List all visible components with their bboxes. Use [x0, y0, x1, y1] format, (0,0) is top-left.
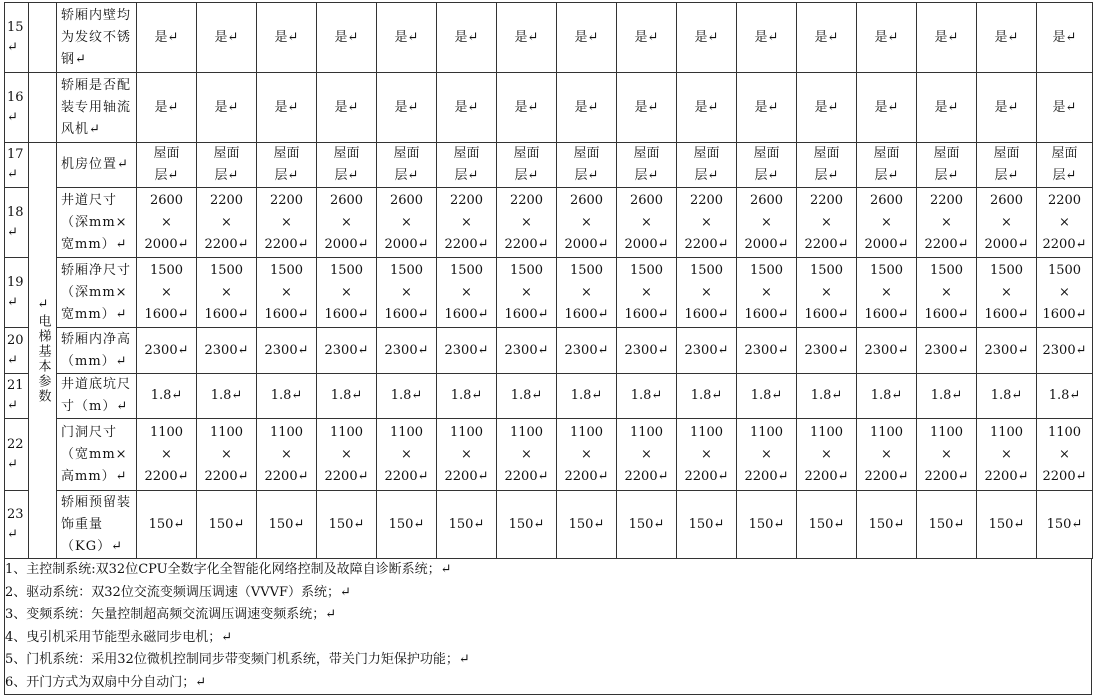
- value-cell: 屋面 层↵: [797, 143, 857, 188]
- value-cell: 150↵: [917, 491, 977, 559]
- value-cell: 屋面 层↵: [197, 143, 257, 188]
- value-cell: 2300↵: [677, 328, 737, 374]
- value-cell: 屋面 层↵: [497, 143, 557, 188]
- note-line: 2、驱动系统：双32位交流变频调压调速（VVVF）系统；↵: [5, 584, 351, 600]
- value-cell: 2200 × 2200↵: [197, 188, 257, 258]
- row-number: 18↵: [5, 188, 29, 258]
- value-cell: 2300↵: [377, 328, 437, 374]
- value-cell: 1100 × 2200↵: [1037, 419, 1093, 491]
- note-line: 1、主控制系统:双32位CPU全数字化全智能化网络控制及故障自诊断系统；↵: [5, 562, 452, 577]
- value-cell: 是↵: [1037, 73, 1093, 143]
- table-row: [5, 188, 1093, 258]
- value-cell: 150↵: [977, 491, 1037, 559]
- table-row: [5, 3, 1093, 73]
- value-cell: 2200 × 2200↵: [917, 188, 977, 258]
- value-cell: 2300↵: [137, 328, 197, 374]
- value-cell: 2600 × 2000↵: [377, 188, 437, 258]
- row-number: 15↵: [5, 3, 29, 73]
- value-cell: 1.8↵: [857, 374, 917, 419]
- value-cell: 1500 × 1600↵: [197, 258, 257, 328]
- value-cell: 1.8↵: [317, 374, 377, 419]
- value-cell: 1.8↵: [617, 374, 677, 419]
- value-cell: 是↵: [857, 73, 917, 143]
- value-cell: 屋面 层↵: [737, 143, 797, 188]
- value-cell: 是↵: [557, 73, 617, 143]
- value-cell: 1100 × 2200↵: [257, 419, 317, 491]
- value-cell: 2300↵: [977, 328, 1037, 374]
- value-cell: 1.8↵: [737, 374, 797, 419]
- value-cell: 是↵: [377, 73, 437, 143]
- value-cell: 是↵: [917, 3, 977, 73]
- value-cell: 2600 × 2000↵: [857, 188, 917, 258]
- value-cell: 是↵: [497, 3, 557, 73]
- parameter-label: 门洞尺寸（宽mm×高mm）↵: [57, 419, 137, 491]
- value-cell: 是↵: [497, 73, 557, 143]
- value-cell: 屋面 层↵: [557, 143, 617, 188]
- table-row: [5, 328, 1093, 374]
- value-cell: 1100 × 2200↵: [617, 419, 677, 491]
- value-cell: 1.8↵: [497, 374, 557, 419]
- value-cell: 是↵: [797, 3, 857, 73]
- parameter-label: 轿厢预留装饰重量（KG）↵: [57, 491, 137, 559]
- elevator-spec-table: [4, 2, 1093, 559]
- value-cell: 2300↵: [857, 328, 917, 374]
- value-cell: 是↵: [317, 73, 377, 143]
- value-cell: 1500 × 1600↵: [977, 258, 1037, 328]
- value-cell: 是↵: [617, 73, 677, 143]
- value-cell: 1500 × 1600↵: [737, 258, 797, 328]
- value-cell: 屋面 层↵: [1037, 143, 1093, 188]
- value-cell: 屋面 层↵: [977, 143, 1037, 188]
- value-cell: 是↵: [557, 3, 617, 73]
- value-cell: 150↵: [497, 491, 557, 559]
- value-cell: 屋面 层↵: [617, 143, 677, 188]
- value-cell: 1.8↵: [977, 374, 1037, 419]
- value-cell: 1.8↵: [137, 374, 197, 419]
- parameter-label: 井道尺寸（深mm×宽mm）↵: [57, 188, 137, 258]
- value-cell: 屋面 层↵: [437, 143, 497, 188]
- notes-cell: [5, 559, 1092, 695]
- value-cell: 屋面 层↵: [317, 143, 377, 188]
- value-cell: 2300↵: [497, 328, 557, 374]
- parameter-label: 轿厢是否配装专用轴流风机↵: [57, 73, 137, 143]
- value-cell: 是↵: [197, 3, 257, 73]
- value-cell: 150↵: [797, 491, 857, 559]
- value-cell: 1100 × 2200↵: [197, 419, 257, 491]
- value-cell: 1500 × 1600↵: [377, 258, 437, 328]
- value-cell: 1100 × 2200↵: [857, 419, 917, 491]
- value-cell: 1.8↵: [917, 374, 977, 419]
- value-cell: 1.8↵: [677, 374, 737, 419]
- value-cell: 屋面 层↵: [857, 143, 917, 188]
- value-cell: 2200 × 2200↵: [677, 188, 737, 258]
- parameter-label: 轿厢内净高（mm）↵: [57, 328, 137, 374]
- value-cell: 2600 × 2000↵: [617, 188, 677, 258]
- value-cell: 屋面 层↵: [677, 143, 737, 188]
- value-cell: 2600 × 2000↵: [737, 188, 797, 258]
- value-cell: 2600 × 2000↵: [977, 188, 1037, 258]
- note-line: 4、曳引机采用节能型永磁同步电机；↵: [5, 629, 233, 645]
- value-cell: 是↵: [317, 3, 377, 73]
- value-cell: 屋面 层↵: [917, 143, 977, 188]
- value-cell: 1100 × 2200↵: [317, 419, 377, 491]
- category-cell-empty: [29, 3, 57, 73]
- value-cell: 1.8↵: [257, 374, 317, 419]
- table-row: [5, 258, 1093, 328]
- value-cell: 1500 × 1600↵: [917, 258, 977, 328]
- value-cell: 1100 × 2200↵: [557, 419, 617, 491]
- value-cell: 150↵: [257, 491, 317, 559]
- row-number: 21↵: [5, 374, 29, 419]
- value-cell: 1100 × 2200↵: [677, 419, 737, 491]
- category-cell-empty: [29, 73, 57, 143]
- value-cell: 1100 × 2200↵: [977, 419, 1037, 491]
- value-cell: 150↵: [557, 491, 617, 559]
- value-cell: 2300↵: [317, 328, 377, 374]
- value-cell: 2300↵: [197, 328, 257, 374]
- value-cell: 是↵: [797, 73, 857, 143]
- section-label: ↵电梯基本参数: [29, 143, 57, 559]
- value-cell: 2600 × 2000↵: [137, 188, 197, 258]
- parameter-label: 机房位置↵: [57, 143, 137, 188]
- value-cell: 150↵: [1037, 491, 1093, 559]
- value-cell: 1500 × 1600↵: [557, 258, 617, 328]
- value-cell: 1.8↵: [557, 374, 617, 419]
- value-cell: 1500 × 1600↵: [437, 258, 497, 328]
- value-cell: 1500 × 1600↵: [1037, 258, 1093, 328]
- value-cell: 是↵: [977, 3, 1037, 73]
- table-row: [5, 491, 1093, 559]
- value-cell: 2300↵: [1037, 328, 1093, 374]
- value-cell: 是↵: [137, 3, 197, 73]
- value-cell: 屋面 层↵: [377, 143, 437, 188]
- row-number: 17↵: [5, 143, 29, 188]
- value-cell: 150↵: [197, 491, 257, 559]
- value-cell: 2300↵: [917, 328, 977, 374]
- value-cell: 是↵: [437, 73, 497, 143]
- value-cell: 是↵: [1037, 3, 1093, 73]
- value-cell: 1500 × 1600↵: [797, 258, 857, 328]
- value-cell: 150↵: [617, 491, 677, 559]
- value-cell: 2300↵: [737, 328, 797, 374]
- parameter-label: 轿厢内壁均为发纹不锈钢↵: [57, 3, 137, 73]
- value-cell: 150↵: [137, 491, 197, 559]
- value-cell: 150↵: [437, 491, 497, 559]
- value-cell: 1.8↵: [797, 374, 857, 419]
- parameter-label: 井道底坑尺寸（m）↵: [57, 374, 137, 419]
- value-cell: 150↵: [317, 491, 377, 559]
- value-cell: 1100 × 2200↵: [797, 419, 857, 491]
- value-cell: 2600 × 2000↵: [557, 188, 617, 258]
- value-cell: 150↵: [377, 491, 437, 559]
- note-line: 5、门机系统：采用32位微机控制同步带变频门机系统，带关门力矩保护功能；↵: [5, 652, 470, 667]
- spec-document: [4, 2, 1092, 695]
- value-cell: 150↵: [677, 491, 737, 559]
- value-cell: 1500 × 1600↵: [617, 258, 677, 328]
- value-cell: 2200 × 2200↵: [257, 188, 317, 258]
- value-cell: 是↵: [677, 3, 737, 73]
- value-cell: 1.8↵: [377, 374, 437, 419]
- note-line: 6、开门方式为双扇中分自动门；↵: [5, 674, 207, 690]
- value-cell: 1100 × 2200↵: [917, 419, 977, 491]
- value-cell: 1500 × 1600↵: [317, 258, 377, 328]
- value-cell: 是↵: [617, 3, 677, 73]
- row-number: 19↵: [5, 258, 29, 328]
- table-row: [5, 419, 1093, 491]
- value-cell: 2300↵: [557, 328, 617, 374]
- value-cell: 2300↵: [617, 328, 677, 374]
- value-cell: 2300↵: [257, 328, 317, 374]
- value-cell: 屋面 层↵: [257, 143, 317, 188]
- value-cell: 是↵: [137, 73, 197, 143]
- value-cell: 1500 × 1600↵: [677, 258, 737, 328]
- value-cell: 1500 × 1600↵: [857, 258, 917, 328]
- value-cell: 1100 × 2200↵: [437, 419, 497, 491]
- value-cell: 1100 × 2200↵: [497, 419, 557, 491]
- value-cell: 2300↵: [797, 328, 857, 374]
- value-cell: 1100 × 2200↵: [377, 419, 437, 491]
- value-cell: 2200 × 2200↵: [497, 188, 557, 258]
- value-cell: 2300↵: [437, 328, 497, 374]
- value-cell: 2600 × 2000↵: [317, 188, 377, 258]
- value-cell: 2200 × 2200↵: [797, 188, 857, 258]
- value-cell: 1.8↵: [1037, 374, 1093, 419]
- value-cell: 屋面 层↵: [137, 143, 197, 188]
- value-cell: 1.8↵: [437, 374, 497, 419]
- value-cell: 是↵: [737, 3, 797, 73]
- value-cell: 是↵: [197, 73, 257, 143]
- value-cell: 是↵: [437, 3, 497, 73]
- parameter-label: 轿厢净尺寸（深mm×宽mm）↵: [57, 258, 137, 328]
- value-cell: 是↵: [257, 73, 317, 143]
- value-cell: 1500 × 1600↵: [137, 258, 197, 328]
- value-cell: 1.8↵: [197, 374, 257, 419]
- row-number: 20↵: [5, 328, 29, 374]
- value-cell: 是↵: [917, 73, 977, 143]
- value-cell: 2200 × 2200↵: [437, 188, 497, 258]
- table-row: [5, 374, 1093, 419]
- table-row: [5, 73, 1093, 143]
- value-cell: 150↵: [737, 491, 797, 559]
- value-cell: 是↵: [677, 73, 737, 143]
- value-cell: 1500 × 1600↵: [497, 258, 557, 328]
- value-cell: 2200 × 2200↵: [1037, 188, 1093, 258]
- row-number: 16↵: [5, 73, 29, 143]
- table-row: [5, 143, 1093, 188]
- value-cell: 是↵: [737, 73, 797, 143]
- row-number: 23↵: [5, 491, 29, 559]
- value-cell: 是↵: [857, 3, 917, 73]
- value-cell: 是↵: [377, 3, 437, 73]
- value-cell: 1500 × 1600↵: [257, 258, 317, 328]
- note-line: 3、变频系统：矢量控制超高频交流调压调速变频系统；↵: [5, 607, 337, 622]
- row-number: 22↵: [5, 419, 29, 491]
- notes-table: [4, 558, 1092, 695]
- value-cell: 是↵: [977, 73, 1037, 143]
- value-cell: 1100 × 2200↵: [137, 419, 197, 491]
- value-cell: 是↵: [257, 3, 317, 73]
- value-cell: 1100 × 2200↵: [737, 419, 797, 491]
- value-cell: 150↵: [857, 491, 917, 559]
